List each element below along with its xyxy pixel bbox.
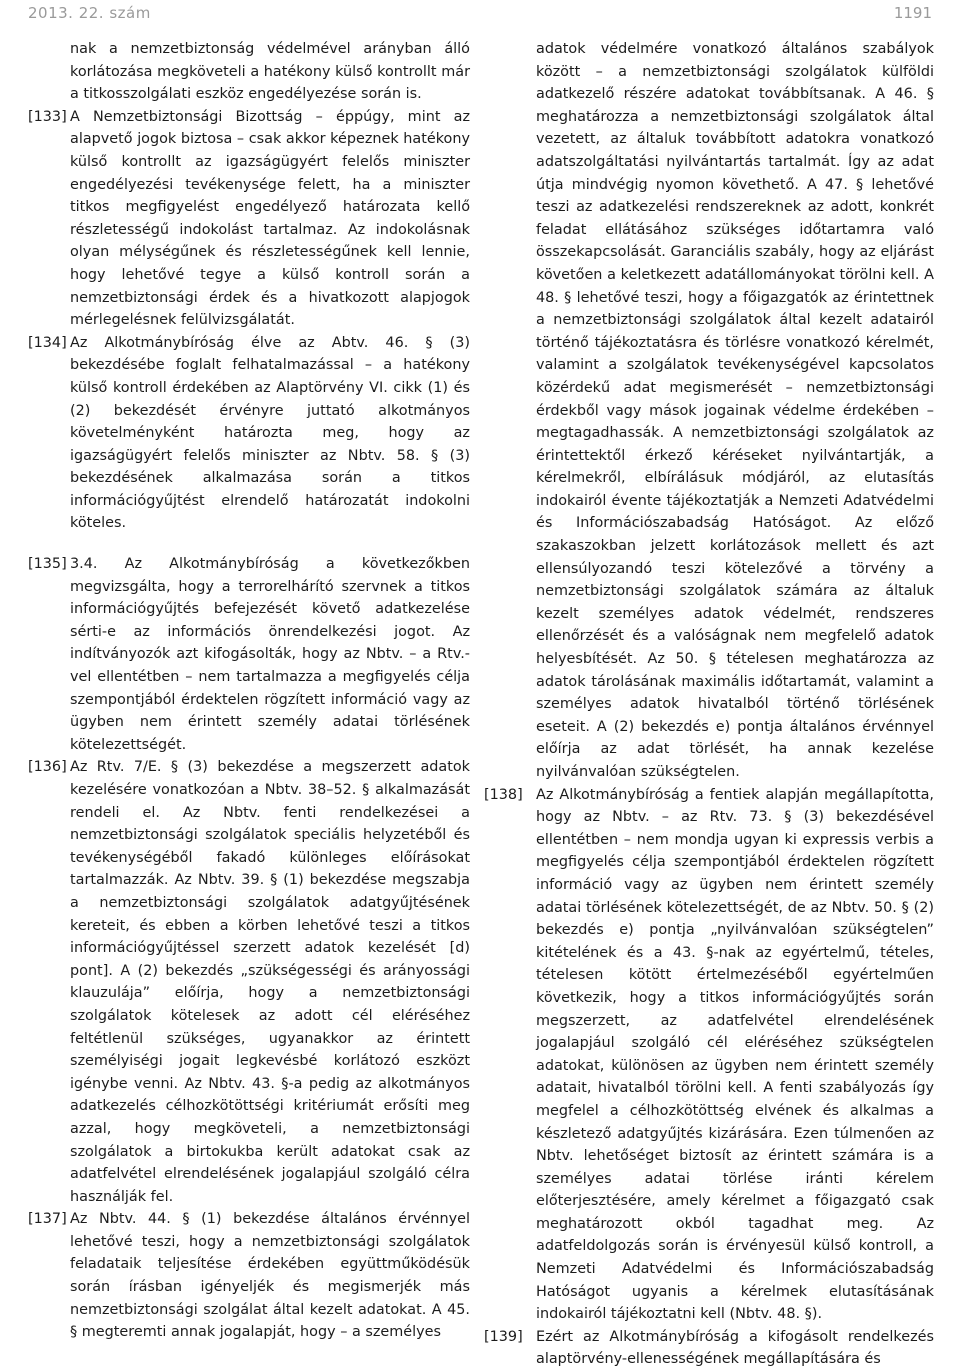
paragraph-text: 3.4. Az Alkotmánybíróság a következőkben megvizsgálta, hogy a terrorelhárító szervnek a titkos információgyűjtés befejezését követő adatkezelése sérti-e az információs önrendelkezési jogot. Az indítványozók azt kifogásolták, hogy az Nbtv. – a Rtv.-vel ellentétben – nem tartalmazza a megfigyelés célja szempontjából érdektelen rögzített információ vagy az ügyben nem érintett személy adatai törlésének kötelezettségét. [70, 556, 470, 753]
paragraph [484, 784, 934, 1326]
paragraph-number: [139] [484, 1328, 523, 1345]
page-number: 1191 [893, 4, 932, 22]
paragraph [28, 1208, 470, 1344]
issue-label: 2013. 22. szám [28, 4, 151, 22]
right-column [484, 38, 934, 1371]
paragraph-number: [136] [28, 759, 67, 776]
paragraph-text: adatok védelmére vonatkozó általános szabályok között – a nemzetbiztonsági szolgálatok külföldi adatkezelő részére adatokat továbbítsanak. A 46. § meghatározza a nemzetbiztonsági szolgálatok által vezetett, az általuk továbbított adatokra vonatkozó adatszolgáltatási nyilvántartás tartalmát. Így az adat útja mindvégig nyomon követhető. A 47. § lehetővé teszi az adatkezelési rendszereknek az adott, konkrét feladat ellátásához szükséges időtartamra való összekapcsolását. Garanciális szabály, hogy az eljárást követően a keletkezett adatállományokat törölni kell. A 48. § lehetővé teszi, hogy a főigazgatók az érintettnek a nemzetbiztonsági szolgálatok által kezelt adatairól történő tájékoztatásra és törlésre vonatkozó kérelmét, valamint a szolgálatok tevékenységével kapcsolatos közérdekű adat megismerését – nemzetbiztonsági érdekből vagy mások jogainak védelme érdekében – megtagadhassák. A nemzetbiztonsági szolgálatok az érintettektől érkező kéréseket nyilvántartják, a kérelmekről, elbírálásuk módjáról, az elutasítás indokairól évente tájékoztatják a Nemzeti Adatvédelmi és Információszabadság Hatóságot. Az előző szakaszokban jelzett korlátozások mellett és azt ellensúlyozandó teszi kötelezővé a törvény a nemzetbiztonsági szolgálatok számára az általuk kezelt személyes adatok védelmét, rendszeres ellenőrzését és a valóságnak nem megfelelő adatok helyesbítését. Az 50. § tételesen meghatározza az adatok tárolásának maximális időtartamát, valamint a személyes adatok hivatalból történő törlésének eseteit. A (2) bekezdés e) pontja általános érvénnyel előírja az adat törlését, ha annak kezelése nyilvánvalóan szükségtelen. [536, 41, 934, 780]
paragraph-text: Az Alkotmánybíróság a fentiek alapján megállapította, hogy az Nbtv. – az Rtv. 73. § (3) bekezdésével ellentétben – nem mondja ugyan ki expressis verbis a megfigyelés célja szempontjából érdektelen rögzített információ vagy az ügyben nem érintett személy adatai törlésének kötelezettségét, de az Nbtv. 50. § (2) bekezdés e) pontja „nyilvánvalóan szükségtelen” kitételének és a 43. §-nak az egyértelmű, tételes, tételesen kötött értelmezéséből egyértelműen következik, hogy a titkos információgyűjtés során megszerzett, az adatfelvétel elrendelésének jogalapjául szolgáló cél eléréséhez szükségtelen adatokat, különösen az ügyben nem érintett személy adatait, hivatalból törölni kell. A fenti szabályozás így megfelel a célhozkötöttség elvének és alkalmas a készletező adatgyűjtés kizárására. Ezen túlmenően az Nbtv. lehetőséget biztosít az érintett számára is a személyes adatai törlése iránti kérelem előterjesztésére, amely kérelmet a főigazgató csak meghatározott okból tagadhat meg. Az adatfeldolgozás során is érvényesül külső kontroll, a Nemzeti Adatvédelmi és Információszabadság Hatóságot ugyanis a kérelmek elutasításának indokairól tájékoztatni kell (Nbtv. 48. §). [536, 786, 934, 1323]
paragraph-text: A Nemzetbiztonsági Bizottság – éppúgy, mint az alapvető jogok biztosa – csak akkor képeznek hatékony külső kontrollt az igazságügyért felelős miniszter engedélyezési tevékenysége felett, ha a miniszter titkos megfigyelést engedélyező határozata kellő részletességű indokolást tartalmaz. Az indokolásnak olyan mélységűnek és részletességűnek kell lennie, hogy lehetővé tegye a külső kontroll során a nemzetbiztonsági érdek és a hivatkozott alapjogok mérlegelésnek felülvizsgálatát. [70, 108, 470, 329]
paragraph-text: Az Alkotmánybíróság élve az Abtv. 46. § (3) bekezdésébe foglalt felhatalmazással – a hatékony külső kontroll érdekében az Alaptörvény VI. cikk (1) és (2) bekezdését érvényre juttató alkotmányos követelményként határozta meg, hogy az igazságügyért felelős miniszter az Nbtv. 58. § (3) bekezdésének alkalmazása során a titkos információgyűjtést elrendelő határozatát indokolni köteles. [70, 334, 470, 532]
paragraph [28, 332, 470, 535]
paragraph-number: [134] [28, 334, 67, 351]
paragraph [490, 38, 934, 784]
paragraph-text: Az Rtv. 7/E. § (3) bekezdése a megszerzett adatok kezelésére vonatkozóan a Nbtv. 38–52. § alkalmazását rendeli el. Az Nbtv. fenti rendelkezései a nemzetbiztonsági szolgálatok speciális helyzetéből és tevékenységéből fakadó különleges előírásokat tartalmazzák. Az Nbtv. 39. § (1) bekezdése megszabja a nemzetbiztonsági szolgálatok adatgyűjtésének kereteit, és ebben a körben lehetővé teszi a titkos információgyűjtéssel szerzett adatok kezelését [d) pont]. A (2) bekezdés „szükségességi és arányossági klauzulája” előírja, hogy a nemzetbiztonsági szolgálatok kötelesek az adott cél eléréséhez feltétlenül szükséges, ugyanakkor az érintett személyiségi jogait legkevésbé korlátozó eszközt igénybe venni. Az Nbtv. 43. §-a pedig az alkotmányos adatkezelés célhozkötöttségi kritériumát erősíti meg azzal, hogy megköveteli, a nemzetbiztonsági szolgálatok a birtokukba került adatokat csak az adatfelvétel elrendelésének jogalapjául szolgáló célra használják fel. [70, 759, 470, 1205]
paragraph [28, 106, 470, 332]
paragraph-text: Az Nbtv. 44. § (1) bekezdése általános érvénnyel lehetővé teszi, hogy a nemzetbiztonsági szolgálatok feladataik teljesítése érdekében együttműködésük során írásban igényeljék és megismerjék más nemzetbiztonsági szolgálat által kezelt adatokat. A 45. § megteremti annak jogalapját, hogy – a személyes [70, 1211, 470, 1341]
paragraph [484, 1326, 934, 1371]
paragraph-number: [135] [28, 556, 67, 573]
paragraph-text: nak a nemzetbiztonság védelmével arányban álló korlátozása megköveteli a hatékony külső kontrollt már a titkosszolgálati eszköz engedélyezése során is. [70, 41, 470, 103]
paragraph-text: Ezért az Alkotmánybíróság a kifogásolt rendelkezés alaptörvény-ellenességének megállapítására és [536, 1328, 934, 1368]
left-column [28, 38, 470, 1344]
paragraph [28, 756, 470, 1208]
paragraph [28, 38, 470, 106]
paragraph-number: [138] [484, 786, 523, 803]
page-header [0, 0, 960, 30]
paragraph [28, 553, 470, 756]
paragraph-number: [137] [28, 1211, 67, 1228]
paragraph-number: [133] [28, 108, 67, 125]
